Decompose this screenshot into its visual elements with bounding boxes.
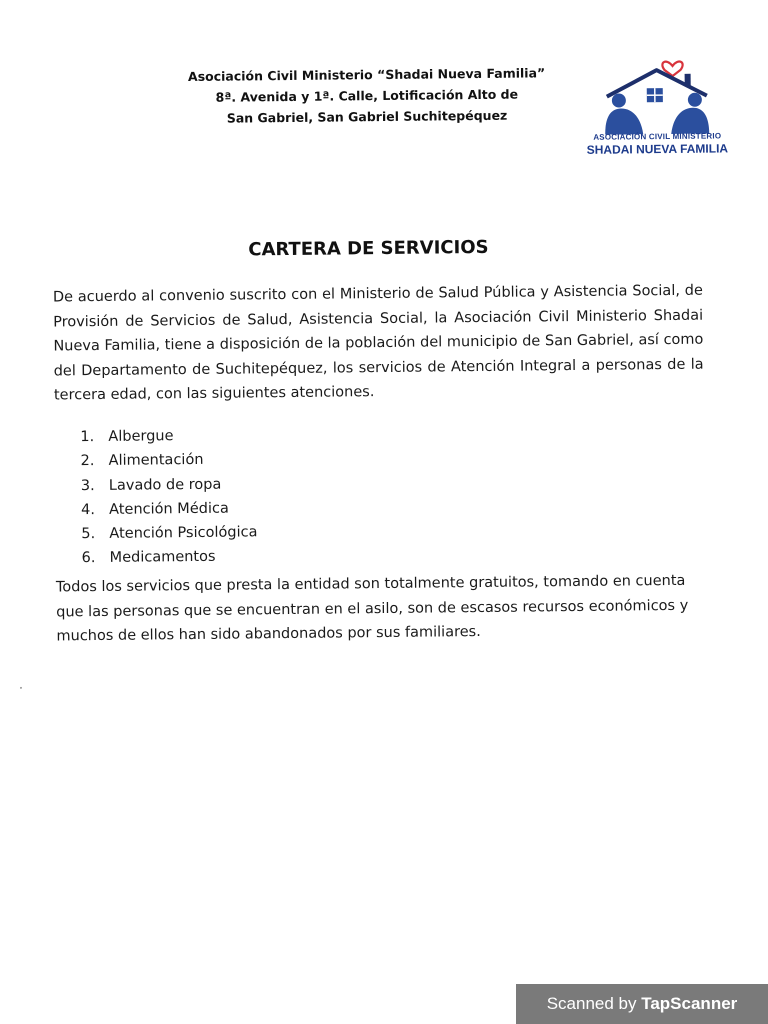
list-item-label: Medicamentos xyxy=(109,549,216,567)
list-item xyxy=(81,496,257,522)
list-item-label: Lavado de ropa xyxy=(108,476,222,494)
list-item xyxy=(81,472,257,498)
logo-caption-top: ASOCIACIÓN CIVIL MINISTERIO xyxy=(593,131,722,142)
list-item-number: 5. xyxy=(81,526,96,543)
list-item-label: Alimentación xyxy=(108,452,204,470)
list-item-number: 4. xyxy=(81,501,96,519)
list-item-label: Atención Médica xyxy=(109,500,229,518)
letterhead-address-line1: 8ª. Avenida y 1ª. Calle, Lotificación Alto de xyxy=(215,86,519,105)
list-item xyxy=(81,448,257,474)
logo-caption-bottom: SHADAI NUEVA FAMILIA xyxy=(586,141,729,157)
document-title: CARTERA DE SERVICIOS xyxy=(248,236,489,261)
list-item-number: 1. xyxy=(80,429,95,446)
watermark-brand: TapScanner xyxy=(641,994,738,1013)
list-item xyxy=(81,521,257,547)
closing-paragraph: Todos los servicios que presta la entidad son totalmente gratuitos, tomando en cuenta que las personas que se encuentran en el asilo, son de escasos recursos económicos y muchos de ellos han sido abandonados por sus familiares. xyxy=(55,572,689,645)
list-item-label: Atención Psicológica xyxy=(109,524,258,543)
intro-paragraph: De acuerdo al convenio suscrito con el Ministerio de Salud Pública y Asistencia Social, de Provisión de Servicios de Salud, Asistencia Social, la Asociación Civil Ministerio Shadai Nueva Familia, tiene a disposición de la población del municipio de San Gabriel, así como del Departamento de Suchitepéquez, los servicios de Atención Integral a personas de la tercera edad, con las siguientes atenciones. xyxy=(52,282,704,404)
watermark-prefix: Scanned by xyxy=(546,994,642,1013)
scanner-watermark xyxy=(516,984,768,1024)
letterhead-organization: Asociación Civil Ministerio “Shadai Nueva Familia” xyxy=(187,65,546,85)
list-item-number: 6. xyxy=(81,550,96,567)
letterhead-address-line2: San Gabriel, San Gabriel Suchitepéquez xyxy=(226,107,508,126)
list-item-number: 2. xyxy=(80,453,95,470)
organization-logo xyxy=(566,51,747,163)
scan-speck xyxy=(20,687,22,689)
services-list xyxy=(80,423,258,571)
list-item-label: Albergue xyxy=(108,428,174,445)
house-family-logo-icon xyxy=(566,51,747,135)
list-item-number: 3. xyxy=(80,477,95,494)
list-item xyxy=(82,545,258,571)
list-item xyxy=(80,423,256,449)
letterhead xyxy=(186,62,547,129)
